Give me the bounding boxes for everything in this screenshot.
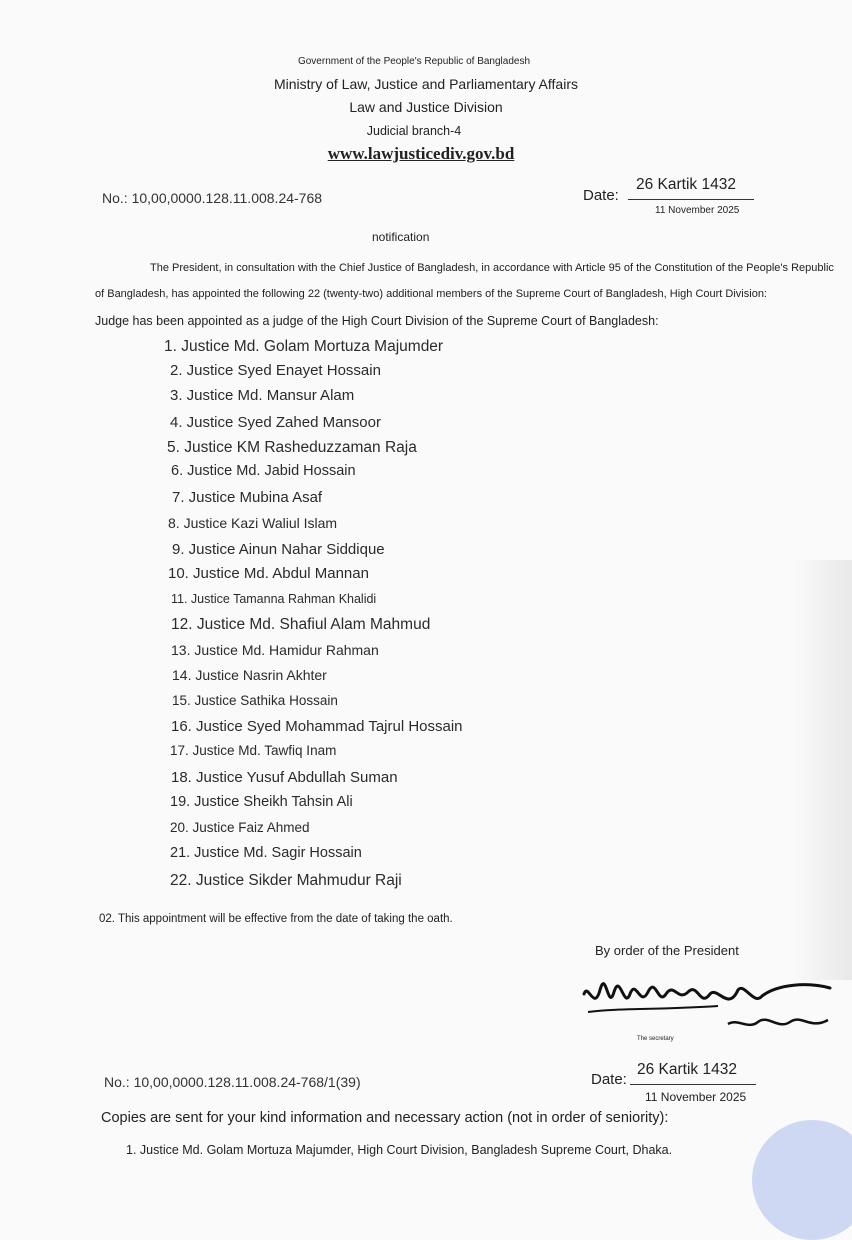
list-item: 19. Justice Sheikh Tahsin Ali — [170, 794, 353, 810]
ministry-heading: Ministry of Law, Justice and Parliamentary Affairs — [274, 76, 578, 92]
date-label: Date: — [583, 187, 619, 204]
notification-title: notification — [372, 230, 430, 244]
signatory-role: The secretary — [637, 1036, 674, 1042]
list-item: 16. Justice Syed Mohammad Tajrul Hossain — [171, 718, 463, 735]
list-item: 22. Justice Sikder Mahmudur Raji — [170, 872, 402, 889]
list-item: 14. Justice Nasrin Akhter — [172, 667, 327, 683]
list-item: 6. Justice Md. Jabid Hossain — [171, 463, 356, 479]
date-english: 11 November 2025 — [655, 205, 740, 216]
effective-note: 02. This appointment will be effective from the date of taking the oath. — [99, 913, 453, 925]
website-link[interactable]: www.lawjusticediv.gov.bd — [327, 144, 515, 163]
list-item: 9. Justice Ainun Nahar Siddique — [172, 541, 385, 558]
branch-heading: Judicial branch-4 — [366, 124, 462, 138]
government-heading: Government of the People's Republic of Bangladesh — [297, 56, 531, 67]
scan-shadow — [792, 560, 852, 980]
copies-heading: Copies are sent for your kind information and necessary action (not in order of seniority): — [101, 1110, 669, 1126]
list-item: 1. Justice Md. Golam Mortuza Majumder — [164, 338, 444, 355]
body-line-2: of Bangladesh, has appointed the following 22 (twenty-two) additional members of the Supreme Court of Bangladesh, High Court Division: — [95, 288, 767, 300]
list-item: 13. Justice Md. Hamidur Rahman — [171, 642, 379, 658]
body-line-3: Judge has been appointed as a judge of the High Court Division of the Supreme Court of Bangladesh: — [95, 314, 659, 328]
list-item: 5. Justice KM Rasheduzzaman Raja — [167, 439, 417, 456]
list-item: 2. Justice Syed Enayet Hossain — [170, 362, 381, 379]
memo-number: No.: 10,00,0000.128.11.008.24-768 — [102, 190, 323, 206]
copy-date-english: 11 November 2025 — [645, 1090, 747, 1104]
corner-overlay — [752, 1120, 852, 1240]
list-item: 11. Justice Tamanna Rahman Khalidi — [171, 592, 377, 606]
list-item: 10. Justice Md. Abdul Mannan — [168, 565, 369, 582]
copy-recipient: 1. Justice Md. Golam Mortuza Majumder, High Court Division, Bangladesh Supreme Court, Dhaka. — [126, 1143, 673, 1157]
list-item: 7. Justice Mubina Asaf — [172, 489, 323, 506]
list-item: 18. Justice Yusuf Abdullah Suman — [171, 769, 398, 786]
list-item: 3. Justice Md. Mansur Alam — [170, 387, 355, 404]
by-order-text: By order of the President — [595, 943, 739, 958]
date-underline — [628, 199, 754, 200]
copy-date-underline — [630, 1084, 756, 1085]
list-item: 21. Justice Md. Sagir Hossain — [170, 845, 362, 861]
list-item: 17. Justice Md. Tawfiq Inam — [170, 743, 337, 758]
list-item: 4. Justice Syed Zahed Mansoor — [170, 414, 381, 431]
list-item: 20. Justice Faiz Ahmed — [170, 820, 310, 835]
list-item: 15. Justice Sathika Hossain — [172, 693, 338, 708]
signature-scribble — [578, 972, 838, 1042]
copy-memo-number: No.: 10,00,0000.128.11.008.24-768/1(39) — [104, 1074, 361, 1090]
date-bengali: 26 Kartik 1432 — [636, 176, 736, 193]
list-item: 8. Justice Kazi Waliul Islam — [168, 515, 338, 531]
list-item: 12. Justice Md. Shafiul Alam Mahmud — [171, 616, 431, 633]
copy-date-label: Date: — [591, 1071, 627, 1088]
division-heading: Law and Justice Division — [349, 99, 503, 115]
body-line-1: The President, in consultation with the Chief Justice of Bangladesh, in accordance with Article 95 of the Constitution of the People's Republic — [150, 262, 834, 274]
copy-date-bengali: 26 Kartik 1432 — [637, 1061, 737, 1078]
